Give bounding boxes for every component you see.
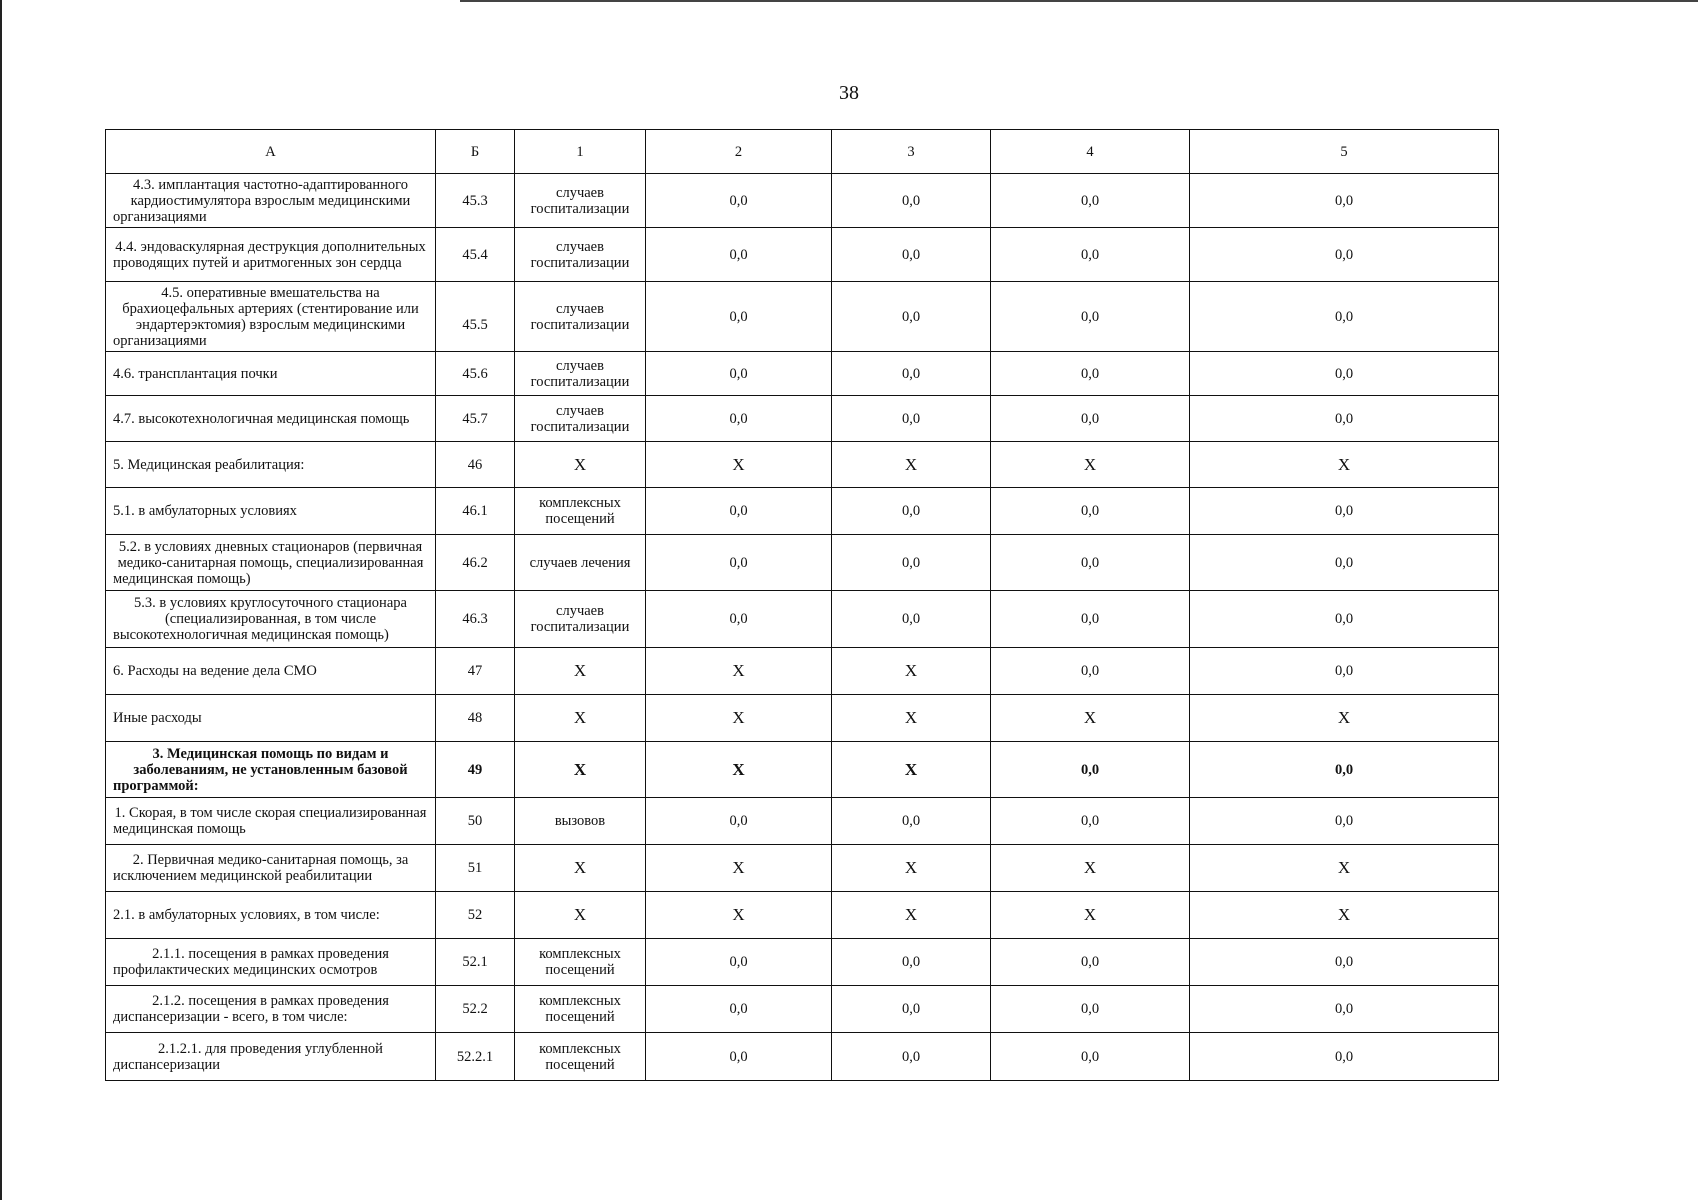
- row-value-4: Х: [991, 695, 1190, 742]
- row-code: 45.5: [436, 282, 515, 352]
- row-unit: Х: [515, 695, 646, 742]
- row-value-4: 0,0: [991, 352, 1190, 396]
- row-name: 2.1. в амбулаторных условиях, в том числе:: [106, 892, 436, 939]
- row-value-3: Х: [832, 695, 991, 742]
- row-name: 4.4. эндоваскулярная деструкция дополнительных проводящих путей и аритмогенных зон сердца: [106, 228, 436, 282]
- row-value-2: 0,0: [646, 986, 832, 1033]
- row-unit: Х: [515, 648, 646, 695]
- row-code: 52.2: [436, 986, 515, 1033]
- row-code: 46.1: [436, 488, 515, 535]
- row-value-5: 0,0: [1190, 488, 1499, 535]
- row-value-4: 0,0: [991, 174, 1190, 228]
- row-unit: комплексных посещений: [515, 986, 646, 1033]
- row-value-4: 0,0: [991, 535, 1190, 591]
- row-value-2: 0,0: [646, 798, 832, 845]
- row-unit: случаев госпитализации: [515, 591, 646, 648]
- table-row: [106, 845, 1499, 892]
- row-value-2: 0,0: [646, 1033, 832, 1081]
- table-row: [106, 986, 1499, 1033]
- row-value-3: 0,0: [832, 228, 991, 282]
- row-code: 50: [436, 798, 515, 845]
- row-code: 52: [436, 892, 515, 939]
- data-table: [105, 129, 1499, 1081]
- row-name: 5. Медицинская реабилитация:: [106, 442, 436, 488]
- row-unit: Х: [515, 742, 646, 798]
- row-unit: Х: [515, 845, 646, 892]
- row-name: 5.2. в условиях дневных стационаров (первичная медико-санитарная помощь, специализированная медицинская помощь): [106, 535, 436, 591]
- row-value-2: Х: [646, 845, 832, 892]
- row-value-2: Х: [646, 742, 832, 798]
- row-value-4: Х: [991, 442, 1190, 488]
- table-row: [106, 535, 1499, 591]
- row-code: 51: [436, 845, 515, 892]
- row-value-3: 0,0: [832, 488, 991, 535]
- header-cell-a: А: [106, 130, 436, 174]
- row-value-3: Х: [832, 648, 991, 695]
- row-value-2: Х: [646, 892, 832, 939]
- table-row: [106, 228, 1499, 282]
- header-cell-4: 4: [991, 130, 1190, 174]
- table-row: [106, 798, 1499, 845]
- row-value-5: 0,0: [1190, 939, 1499, 986]
- row-name: 2.1.1. посещения в рамках проведения профилактических медицинских осмотров: [106, 939, 436, 986]
- row-name: 3. Медицинская помощь по видам и заболеваниям, не установленным базовой программой:: [106, 742, 436, 798]
- row-code: 45.6: [436, 352, 515, 396]
- table-row: [106, 396, 1499, 442]
- row-value-3: 0,0: [832, 282, 991, 352]
- row-value-3: 0,0: [832, 535, 991, 591]
- row-value-3: 0,0: [832, 352, 991, 396]
- row-name: 4.3. имплантация частотно-адаптированного кардиостимулятора взрослым медицинскими организациями: [106, 174, 436, 228]
- scan-top-edge: [460, 0, 1698, 2]
- row-value-5: 0,0: [1190, 798, 1499, 845]
- row-value-2: Х: [646, 442, 832, 488]
- row-value-5: 0,0: [1190, 396, 1499, 442]
- row-value-3: Х: [832, 742, 991, 798]
- row-value-2: Х: [646, 648, 832, 695]
- row-unit: комплексных посещений: [515, 939, 646, 986]
- page-number: 38: [839, 82, 859, 104]
- row-code: 45.7: [436, 396, 515, 442]
- row-unit: случаев госпитализации: [515, 352, 646, 396]
- row-unit: Х: [515, 892, 646, 939]
- table-row: [106, 282, 1499, 352]
- row-value-4: 0,0: [991, 282, 1190, 352]
- row-value-3: 0,0: [832, 1033, 991, 1081]
- row-code: 52.1: [436, 939, 515, 986]
- row-name: 2. Первичная медико-санитарная помощь, за исключением медицинской реабилитации: [106, 845, 436, 892]
- row-code: 46.3: [436, 591, 515, 648]
- scan-left-edge: [0, 0, 2, 1200]
- row-value-4: 0,0: [991, 939, 1190, 986]
- row-unit: комплексных посещений: [515, 488, 646, 535]
- row-value-4: 0,0: [991, 742, 1190, 798]
- header-row: [106, 130, 1499, 174]
- row-value-5: 0,0: [1190, 174, 1499, 228]
- header-cell-3: 3: [832, 130, 991, 174]
- table-row: [106, 352, 1499, 396]
- row-code: 46.2: [436, 535, 515, 591]
- row-unit: вызовов: [515, 798, 646, 845]
- row-unit: случаев лечения: [515, 535, 646, 591]
- row-code: 49: [436, 742, 515, 798]
- row-value-2: 0,0: [646, 396, 832, 442]
- row-value-5: 0,0: [1190, 648, 1499, 695]
- row-value-3: Х: [832, 442, 991, 488]
- row-value-2: 0,0: [646, 535, 832, 591]
- row-value-3: Х: [832, 845, 991, 892]
- row-value-2: 0,0: [646, 352, 832, 396]
- table-row: [106, 695, 1499, 742]
- row-name: 5.1. в амбулаторных условиях: [106, 488, 436, 535]
- row-unit: случаев госпитализации: [515, 174, 646, 228]
- table-row: [106, 892, 1499, 939]
- row-value-4: Х: [991, 892, 1190, 939]
- row-unit: комплексных посещений: [515, 1033, 646, 1081]
- row-name: 4.7. высокотехнологичная медицинская помощь: [106, 396, 436, 442]
- row-name: 5.3. в условиях круглосуточного стационара (специализированная, в том числе высокотехнологичная медицинская помощь): [106, 591, 436, 648]
- table-row: [106, 742, 1499, 798]
- row-value-5: Х: [1190, 695, 1499, 742]
- row-value-4: 0,0: [991, 798, 1190, 845]
- row-code: 45.4: [436, 228, 515, 282]
- row-value-5: Х: [1190, 442, 1499, 488]
- row-value-5: 0,0: [1190, 282, 1499, 352]
- row-code: 45.3: [436, 174, 515, 228]
- row-value-2: 0,0: [646, 228, 832, 282]
- row-value-2: Х: [646, 695, 832, 742]
- row-value-4: Х: [991, 845, 1190, 892]
- row-value-5: 0,0: [1190, 986, 1499, 1033]
- row-unit: случаев госпитализации: [515, 228, 646, 282]
- row-code: 52.2.1: [436, 1033, 515, 1081]
- row-value-3: 0,0: [832, 939, 991, 986]
- table-row: [106, 939, 1499, 986]
- row-name: 1. Скорая, в том числе скорая специализированная медицинская помощь: [106, 798, 436, 845]
- table-row: [106, 1033, 1499, 1081]
- row-unit: Х: [515, 442, 646, 488]
- row-name: 4.6. трансплантация почки: [106, 352, 436, 396]
- row-value-5: 0,0: [1190, 535, 1499, 591]
- row-value-4: 0,0: [991, 488, 1190, 535]
- row-value-5: 0,0: [1190, 228, 1499, 282]
- header-cell-5: 5: [1190, 130, 1499, 174]
- row-value-3: 0,0: [832, 591, 991, 648]
- row-value-5: Х: [1190, 892, 1499, 939]
- row-value-4: 0,0: [991, 1033, 1190, 1081]
- table-row: [106, 488, 1499, 535]
- row-name: 2.1.2. посещения в рамках проведения диспансеризации - всего, в том числе:: [106, 986, 436, 1033]
- row-value-4: 0,0: [991, 591, 1190, 648]
- row-value-3: 0,0: [832, 798, 991, 845]
- row-value-4: 0,0: [991, 396, 1190, 442]
- row-value-5: 0,0: [1190, 1033, 1499, 1081]
- row-value-5: 0,0: [1190, 352, 1499, 396]
- row-code: 46: [436, 442, 515, 488]
- row-value-4: 0,0: [991, 986, 1190, 1033]
- row-value-2: 0,0: [646, 939, 832, 986]
- row-code: 48: [436, 695, 515, 742]
- row-value-3: 0,0: [832, 986, 991, 1033]
- row-name: 2.1.2.1. для проведения углубленной диспансеризации: [106, 1033, 436, 1081]
- row-value-2: 0,0: [646, 488, 832, 535]
- table-row: [106, 442, 1499, 488]
- table-row: [106, 174, 1499, 228]
- row-value-3: Х: [832, 892, 991, 939]
- row-value-5: 0,0: [1190, 742, 1499, 798]
- row-value-3: 0,0: [832, 396, 991, 442]
- row-value-2: 0,0: [646, 282, 832, 352]
- row-value-3: 0,0: [832, 174, 991, 228]
- row-value-4: 0,0: [991, 228, 1190, 282]
- row-unit: случаев госпитализации: [515, 396, 646, 442]
- row-value-5: 0,0: [1190, 591, 1499, 648]
- header-cell-b: Б: [436, 130, 515, 174]
- row-value-2: 0,0: [646, 174, 832, 228]
- row-value-2: 0,0: [646, 591, 832, 648]
- row-name: 4.5. оперативные вмешательства на брахиоцефальных артериях (стентирование или эндартерэктомия) взрослым медицинскими организациями: [106, 282, 436, 352]
- row-value-5: Х: [1190, 845, 1499, 892]
- table-row: [106, 648, 1499, 695]
- row-code: 47: [436, 648, 515, 695]
- row-unit: случаев госпитализации: [515, 282, 646, 352]
- row-name: 6. Расходы на ведение дела СМО: [106, 648, 436, 695]
- header-cell-2: 2: [646, 130, 832, 174]
- table-row: [106, 591, 1499, 648]
- row-value-4: 0,0: [991, 648, 1190, 695]
- row-name: Иные расходы: [106, 695, 436, 742]
- header-cell-1: 1: [515, 130, 646, 174]
